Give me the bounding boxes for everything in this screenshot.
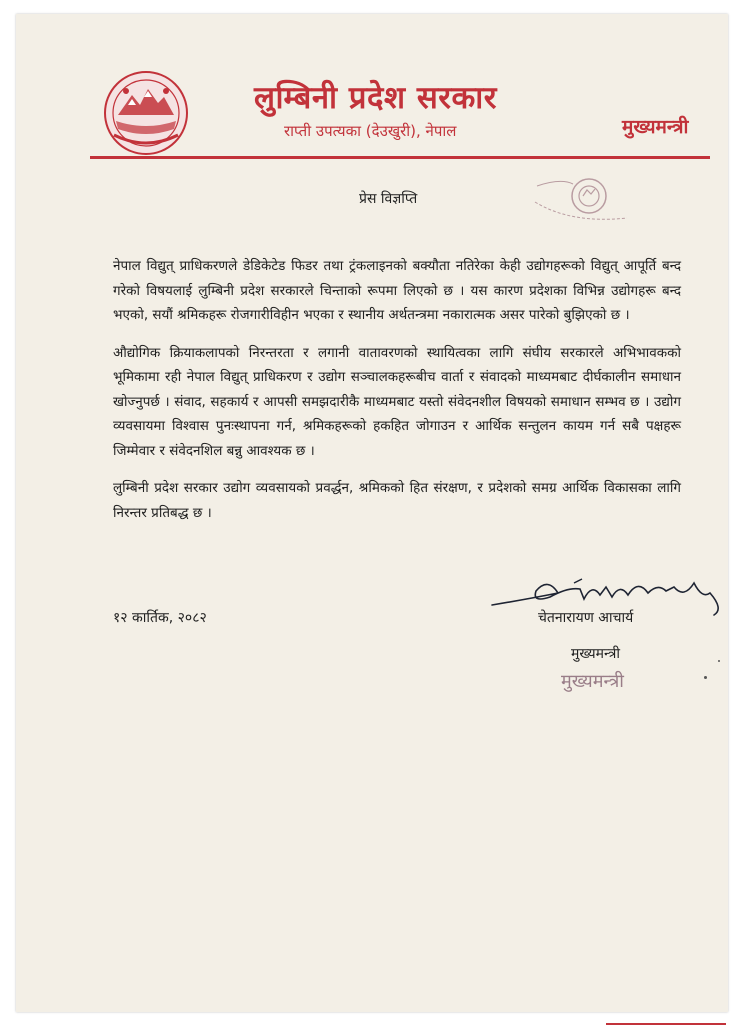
body-paragraph-2: औद्योगिक क्रियाकलापको निरन्तरता र लगानी वातावरणको स्थायित्वका लागि संघीय सरकारले अभिभावकको भूमिकामा रही नेपाल विद्युत् प्राधिकरण र उद्योग सञ्चालकहरूबीच वार्ता र संवादको माध्यमबाट दीर्घकालीन समाधान खोज्नुपर्छ । संवाद, सहकार्य र आपसी समझदारीकै माध्यमबाट यस्तो संवेदनशील विषयको समाधान सम्भव छ । उद्योग व्यवसायमा विश्वास पुनःस्थापना गर्न, श्रमिकहरूको हकहित जोगाउन र आर्थिक सन्तुलन कायम गर्न सबै पक्षहरू जिम्मेवार र संवेदनशिल बन्नु आवश्यक छ । [113,344,681,459]
document-heading: प्रेस विज्ञप्ति [359,191,418,207]
body-paragraph-1: नेपाल विद्युत् प्राधिकरणले डेडिकेटेड फिडर तथा ट्रंकलाइनको बक्यौता नतिरेका केही उद्योगहरूको विद्युत् आपूर्ति बन्द गरेको विषयलाई लुम्बिनी प्रदेश सरकारले चिन्ताको रूपमा लिएको छ । यस कारण प्रदेशका विभिन्न उद्योगहरू बन्द भएको, सयौं श्रमिकहरू रोजगारीविहीन भएका र स्थानीय अर्थतन्त्रमा नकारात्मक असर पारेको बुझिएको छ । [113,258,681,323]
document-date: १२ कार्तिक, २०८२ [113,610,207,626]
government-emblem-icon [102,69,190,157]
office-stamp-icon [531,172,631,232]
letterhead-title: लुम्बिनी प्रदेश सरकार [254,80,497,116]
paper-speck [704,676,707,679]
title-seal-stamp: मुख्यमन्त्री [561,671,624,692]
letterhead-address: राप्ती उपत्यका (देउखुरी), नेपाल [284,122,457,140]
body-paragraph-3: लुम्बिनी प्रदेश सरकार उद्योग व्यवसायको प्रवर्द्धन, श्रमिकको हित संरक्षण, र प्रदेशको समग्र आर्थिक विकासका लागि निरन्तर प्रतिबद्ध छ । [113,480,681,521]
letter-page [16,14,728,1012]
signatory-title: मुख्यमन्त्री [571,646,620,662]
paper-speck [718,660,720,662]
signatory-name: चेतनारायण आचार्य [538,610,634,626]
header-divider [90,156,710,159]
letterhead-office: मुख्यमन्त्री [622,116,689,138]
document-body [113,254,681,538]
